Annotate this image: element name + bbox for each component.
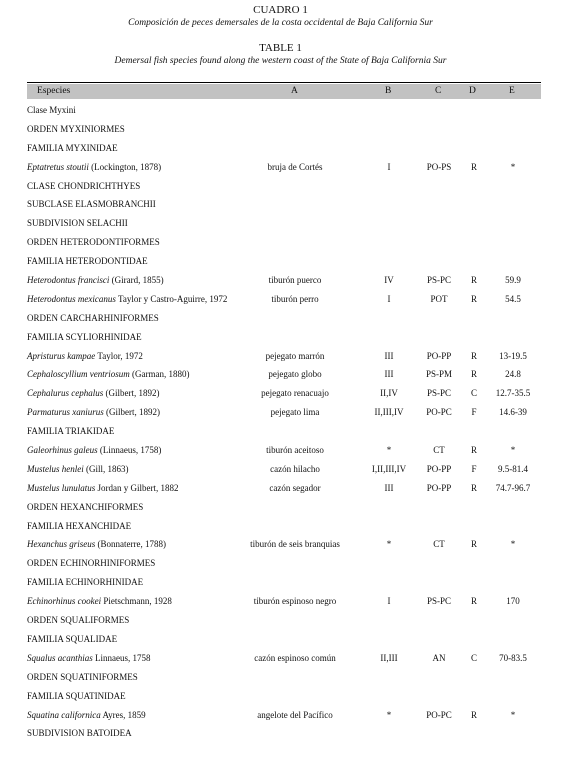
table-row (0, 480, 561, 499)
header-e: E (509, 86, 515, 96)
taxon-heading-row (0, 102, 561, 121)
taxon-heading: ORDEN HETERODONTIFORMES (27, 237, 160, 248)
col-d-cell: R (470, 275, 477, 286)
taxon-heading: SUBCLASE ELASMOBRANCHII (27, 199, 156, 210)
taxon-heading-row (0, 253, 561, 272)
col-c-cell: PO-PP (426, 482, 452, 493)
col-c-cell: PS-PM (425, 369, 452, 380)
common-name-cell: pejegato marrón (265, 350, 325, 361)
species-cell (27, 162, 161, 172)
authority: (Girard, 1855) (109, 275, 164, 286)
table-top-rule (27, 82, 541, 83)
taxon-heading: ORDEN MYXINIORMES (27, 123, 125, 134)
col-d-cell: R (470, 369, 477, 380)
col-e-cell: 70-83.5 (499, 652, 527, 663)
scientific-name: Cephaloscyllium ventriosum (27, 369, 130, 380)
table-row (0, 461, 561, 480)
col-b-cell: IV (384, 275, 394, 286)
species-cell (27, 710, 146, 720)
scientific-name: Squatina californica (27, 709, 101, 720)
taxon-heading-row (0, 178, 561, 197)
col-c-cell: PS-PC (426, 275, 452, 286)
taxon-heading-row (0, 234, 561, 253)
table-row (0, 272, 561, 291)
species-cell (27, 351, 143, 361)
table-row (0, 707, 561, 726)
taxon-heading: FAMILIA TRIAKIDAE (27, 426, 115, 437)
col-b-cell: I (387, 161, 391, 172)
taxon-heading-row (0, 196, 561, 215)
authority: Taylor, 1972 (95, 350, 143, 361)
scientific-name: Heterodontus francisci (27, 275, 110, 286)
taxon-heading: FAMILIA MYXINIDAE (27, 142, 118, 153)
col-c-cell: PO-PP (426, 463, 452, 474)
table-title: TABLE 1 (259, 42, 302, 54)
scientific-name: Cephalurus cephalus (27, 388, 104, 399)
scientific-name: Mustelus henlei (27, 463, 84, 474)
col-e-cell: 9.5-81.4 (498, 463, 528, 474)
taxon-heading: SUBDIVISION BATOIDEA (27, 728, 132, 739)
col-e-cell: 12.7-35.5 (495, 388, 531, 399)
species-cell (27, 445, 161, 455)
col-e-cell: 24.8 (505, 369, 521, 380)
common-name-cell: pejegato globo (268, 369, 322, 380)
authority: Pietschmann, 1928 (101, 596, 172, 607)
species-cell (27, 275, 164, 285)
authority: (Linnaeus, 1758) (97, 445, 162, 456)
table-row (0, 385, 561, 404)
taxon-heading-row (0, 329, 561, 348)
col-e-cell: 59.9 (505, 275, 521, 286)
table-row (0, 650, 561, 669)
species-cell (27, 483, 179, 493)
col-e-cell: * (510, 161, 516, 172)
taxon-heading: FAMILIA SQUATINIDAE (27, 690, 126, 701)
col-d-cell: F (471, 463, 477, 474)
col-e-cell: * (510, 709, 516, 720)
table-subtitle: Demersal fish species found along the western coast of the State of Baja California Sur (114, 56, 447, 66)
taxon-heading-row (0, 612, 561, 631)
taxon-heading-row (0, 310, 561, 329)
authority: Jordan y Gilbert, 1882 (95, 482, 179, 493)
scientific-name: Mustelus lunulatus (27, 482, 96, 493)
header-c: C (435, 86, 442, 96)
col-d-cell: R (470, 596, 477, 607)
common-name-cell: cazón segador (269, 482, 321, 493)
authority: (Gilbert, 1892) (103, 388, 160, 399)
col-b-cell: II,III (380, 652, 398, 663)
species-cell (27, 596, 172, 606)
col-c-cell: POT (430, 293, 448, 304)
header-b: B (385, 86, 392, 96)
col-b-cell: II,III,IV (374, 407, 404, 418)
authority: Taylor y Castro-Aguirre, 1972 (115, 293, 228, 304)
col-e-cell: 14.6-39 (499, 407, 527, 418)
taxon-heading-row (0, 423, 561, 442)
taxon-heading: FAMILIA ECHINORHINIDAE (27, 577, 144, 588)
table-row (0, 366, 561, 385)
common-name-cell: pejegato lima (270, 407, 320, 418)
taxon-heading-row (0, 499, 561, 518)
authority: (Lockington, 1878) (88, 161, 162, 172)
col-e-cell: * (510, 445, 516, 456)
col-c-cell: CT (433, 445, 445, 456)
taxon-heading: ORDEN CARCHARHINIFORMES (27, 312, 159, 323)
taxon-heading: FAMILIA SQUALIDAE (27, 633, 118, 644)
col-d-cell: R (470, 350, 477, 361)
authority: Ayres, 1859 (100, 709, 146, 720)
col-c-cell: PS-PC (426, 388, 452, 399)
common-name-cell: cazón espinoso común (254, 652, 336, 663)
cuadro-title: CUADRO 1 (253, 4, 308, 16)
table-row (0, 442, 561, 461)
taxon-heading: CLASE CHONDRICHTHYES (27, 180, 141, 191)
header-d: D (469, 86, 476, 96)
common-name-cell: bruja de Cortés (267, 161, 323, 172)
scientific-name: Eptatretus stoutii (27, 161, 89, 172)
header-especies: Especies (37, 86, 71, 96)
species-cell (27, 294, 227, 304)
col-e-cell: 74.7-96.7 (495, 482, 531, 493)
authority: (Garman, 1880) (129, 369, 190, 380)
scientific-name: Heterodontus mexicanus (27, 293, 116, 304)
col-d-cell: R (470, 539, 477, 550)
col-c-cell: PO-PP (426, 350, 452, 361)
col-c-cell: PO-PC (426, 709, 452, 720)
taxon-heading: ORDEN SQUATINIFORMES (27, 671, 138, 682)
taxon-heading-row (0, 669, 561, 688)
table-row (0, 291, 561, 310)
common-name-cell: tiburón perro (271, 293, 319, 304)
authority: (Gill, 1863) (83, 463, 129, 474)
taxon-heading-row (0, 555, 561, 574)
col-d-cell: R (470, 709, 477, 720)
taxon-heading: FAMILIA SCYLIORHINIDAE (27, 331, 142, 342)
common-name-cell: tiburón espinoso negro (253, 596, 337, 607)
taxon-heading: FAMILIA HETERODONTIDAE (27, 256, 148, 267)
scientific-name: Squalus acanthias (27, 652, 93, 663)
col-b-cell: I (387, 596, 391, 607)
scientific-name: Hexanchus griseus (27, 539, 96, 550)
table-body (0, 102, 561, 744)
taxon-heading-row (0, 574, 561, 593)
taxon-heading: SUBDIVISION SELACHII (27, 218, 128, 229)
col-d-cell: R (470, 445, 477, 456)
col-b-cell: * (386, 709, 392, 720)
species-cell (27, 407, 160, 417)
taxon-heading: FAMILIA HEXANCHIDAE (27, 520, 132, 531)
col-b-cell: I (387, 293, 391, 304)
species-cell (27, 653, 151, 663)
col-e-cell: 54.5 (505, 293, 521, 304)
col-b-cell: I,II,III,IV (371, 463, 407, 474)
scientific-name: Galeorhinus galeus (27, 445, 98, 456)
col-d-cell: C (470, 652, 477, 663)
col-d-cell: C (470, 388, 477, 399)
species-cell (27, 388, 160, 398)
species-cell (27, 539, 166, 549)
common-name-cell: tiburón aceitoso (266, 445, 324, 456)
taxon-heading-row (0, 140, 561, 159)
common-name-cell: pejegato renacuajo (261, 388, 329, 399)
scientific-name: Apristurus kampae (27, 350, 96, 361)
col-e-cell: * (510, 539, 516, 550)
table-header (27, 84, 541, 99)
col-d-cell: R (470, 482, 477, 493)
col-d-cell: R (470, 161, 477, 172)
col-c-cell: PO-PS (426, 161, 452, 172)
col-c-cell: CT (433, 539, 445, 550)
col-e-cell: 13-19.5 (499, 350, 527, 361)
taxon-heading-row (0, 725, 561, 744)
col-d-cell: R (470, 293, 477, 304)
table-row (0, 593, 561, 612)
col-b-cell: II,IV (380, 388, 398, 399)
col-b-cell: * (386, 445, 392, 456)
taxon-heading: ORDEN SQUALIFORMES (27, 615, 130, 626)
authority: Linnaeus, 1758 (92, 652, 151, 663)
taxon-heading: Clase Myxini (27, 105, 76, 115)
col-e-cell: 170 (506, 596, 520, 607)
authority: (Bonnaterre, 1788) (95, 539, 166, 550)
col-b-cell: III (384, 350, 394, 361)
table-row (0, 404, 561, 423)
taxon-heading: ORDEN HEXANCHIFORMES (27, 501, 144, 512)
common-name-cell: tiburón de seis branquias (250, 539, 340, 550)
taxon-heading-row (0, 215, 561, 234)
authority: (Gilbert, 1892) (103, 407, 161, 418)
col-d-cell: F (471, 407, 477, 418)
scientific-name: Echinorhinus cookei (27, 596, 102, 607)
col-c-cell: PS-PC (426, 596, 452, 607)
taxon-heading-row (0, 518, 561, 537)
taxon-heading-row (0, 631, 561, 650)
table-row (0, 159, 561, 178)
taxon-heading: ORDEN ECHINORHINIFORMES (27, 558, 156, 569)
species-cell (27, 464, 129, 474)
header-a: A (291, 86, 298, 96)
common-name-cell: angelote del Pacífico (257, 709, 333, 720)
common-name-cell: tiburón puerco (268, 275, 322, 286)
col-c-cell: PO-PC (426, 407, 452, 418)
col-b-cell: * (386, 539, 392, 550)
col-b-cell: III (384, 369, 394, 380)
taxon-heading-row (0, 121, 561, 140)
common-name-cell: cazón hilacho (270, 463, 320, 474)
species-cell (27, 369, 189, 379)
taxon-heading-row (0, 688, 561, 707)
cuadro-subtitle: Composición de peces demersales de la costa occidental de Baja California Sur (128, 18, 433, 28)
table-row (0, 536, 561, 555)
table-row (0, 348, 561, 367)
scientific-name: Parmaturus xaniurus (27, 407, 104, 418)
col-c-cell: AN (432, 652, 446, 663)
col-b-cell: III (384, 482, 394, 493)
